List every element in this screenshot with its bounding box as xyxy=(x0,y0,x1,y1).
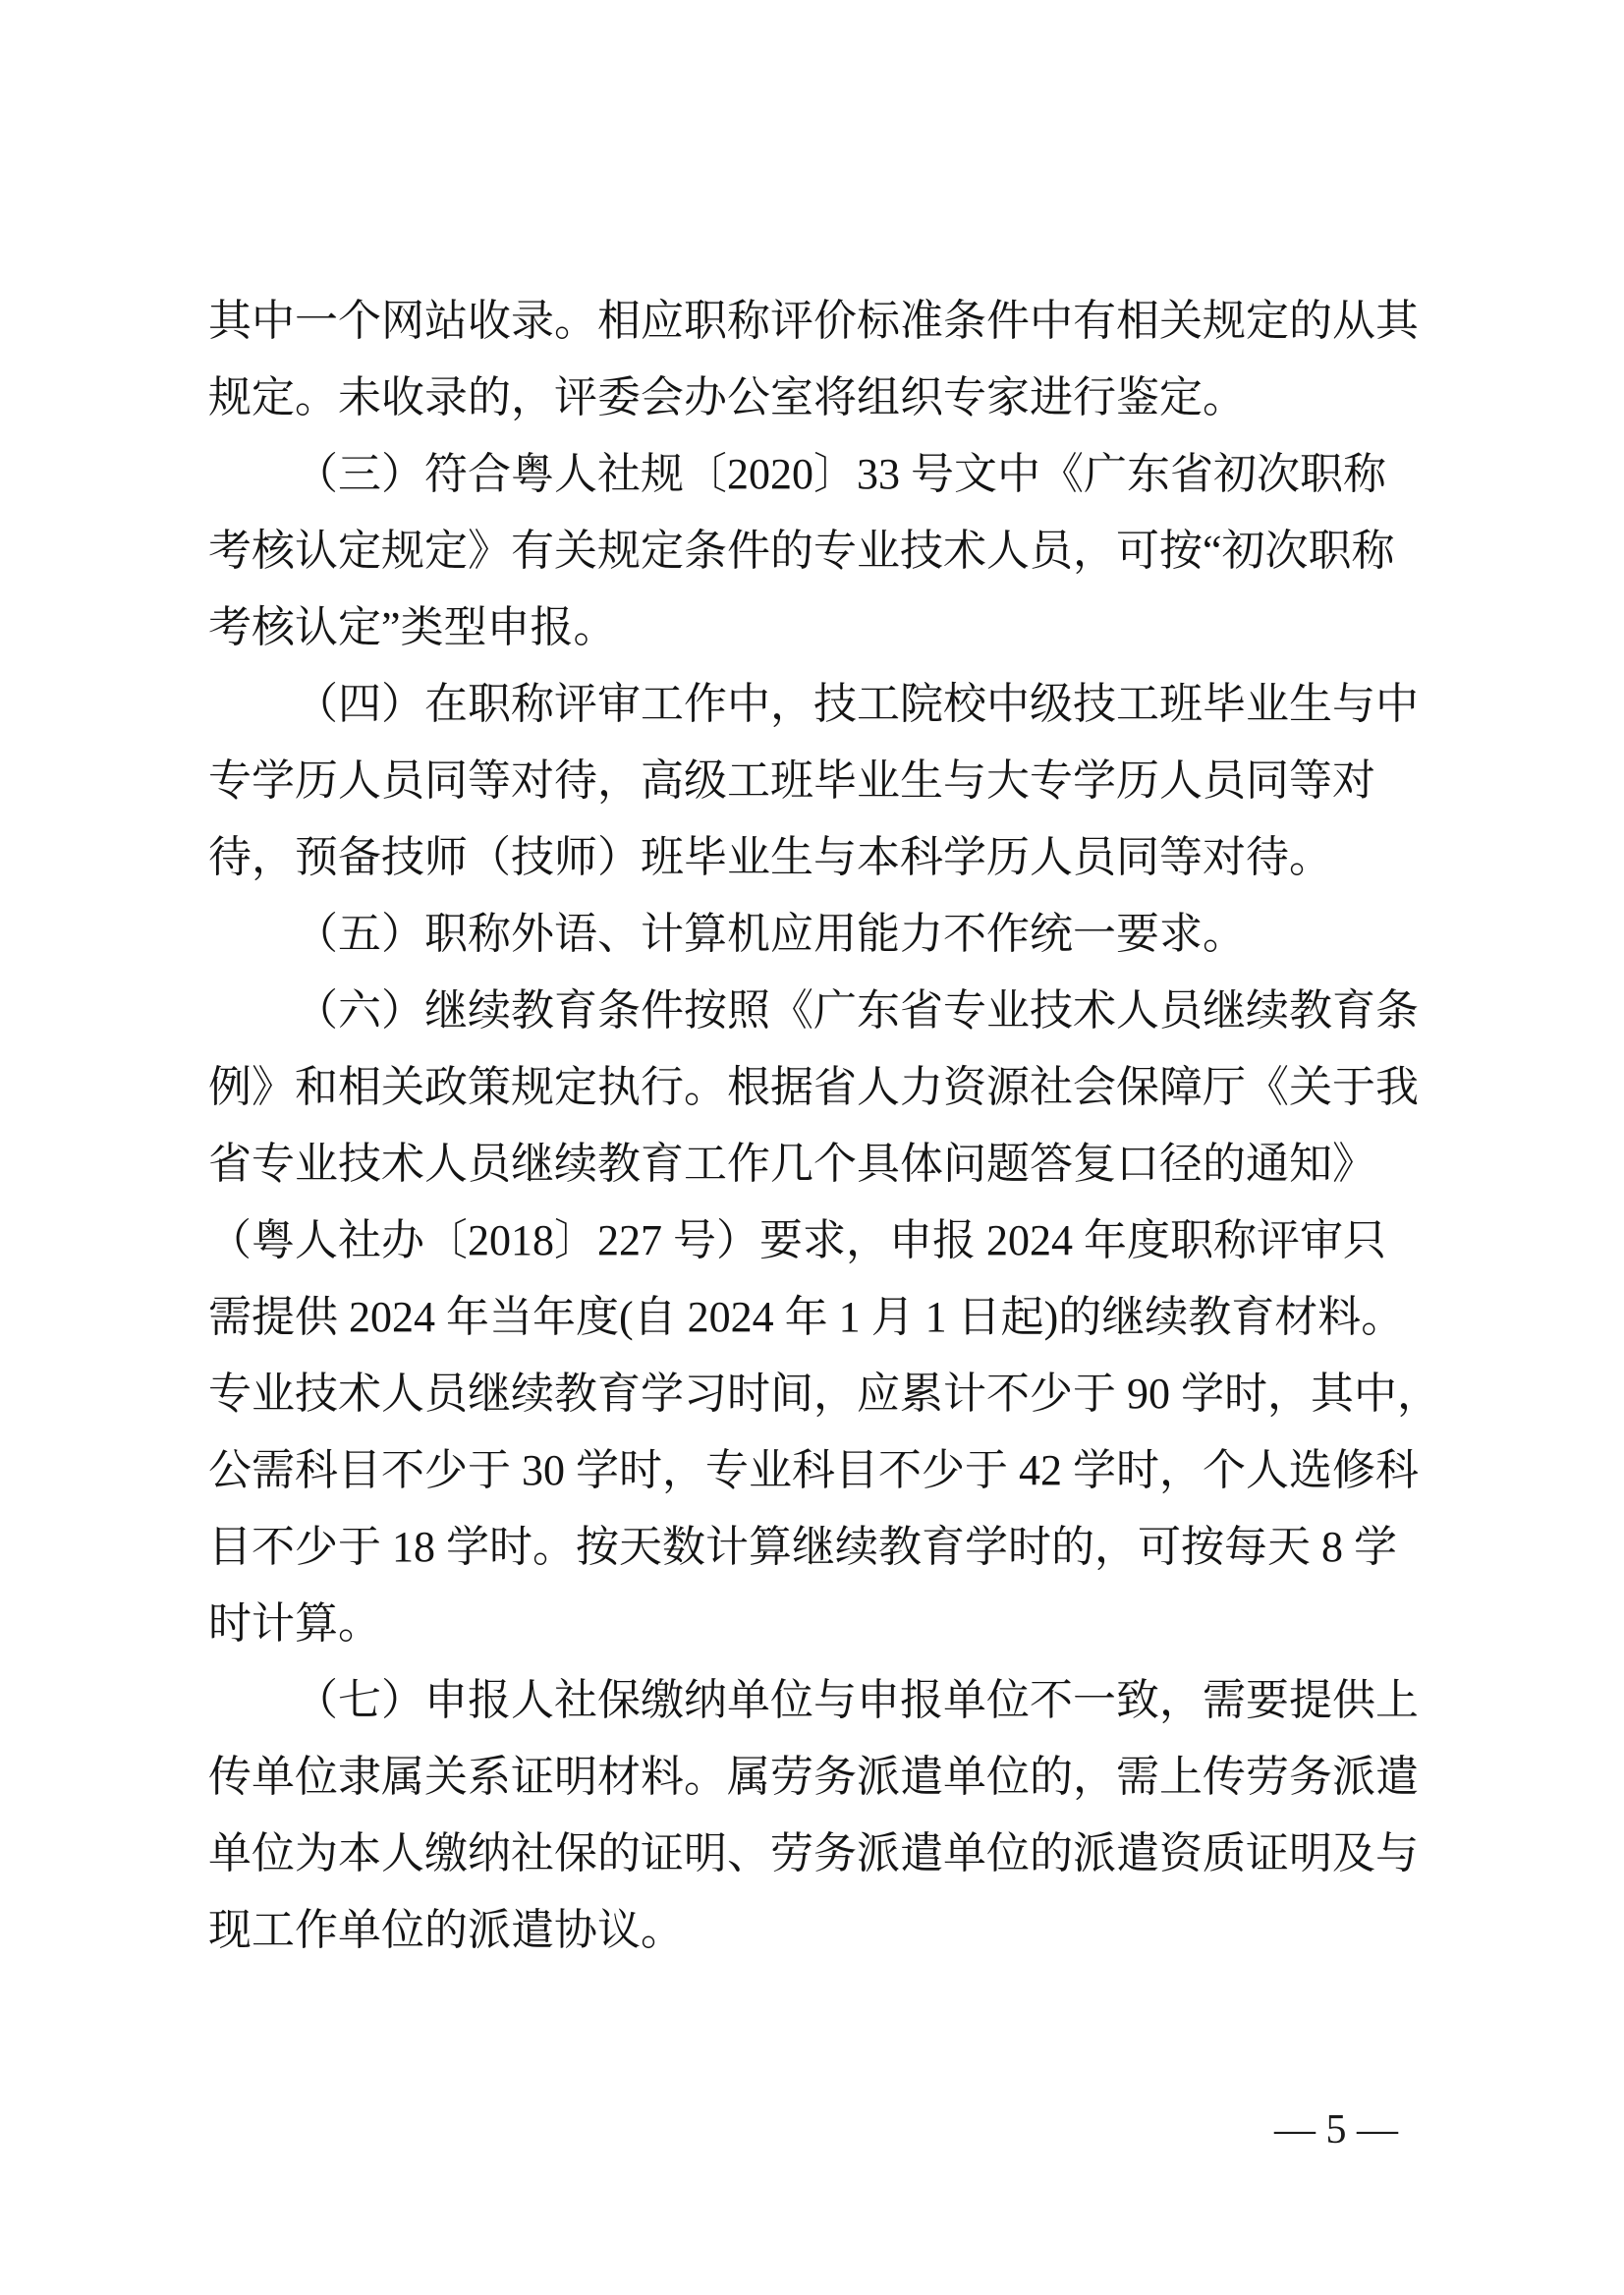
text-line: 其中一个网站收录。相应职称评价标准条件中有相关规定的从其 xyxy=(208,297,1419,345)
text-line: 例》和相关政策规定执行。根据省人力资源社会保障厅《关于我 xyxy=(208,1063,1419,1111)
text-line: （粤人社办〔2018〕227 号）要求，申报 2024 年度职称评审只 xyxy=(208,1216,1386,1264)
text-line: 单位为本人缴纳社保的证明、劳务派遣单位的派遣资质证明及与 xyxy=(208,1829,1419,1877)
text-line: 考核认定规定》有关规定条件的专业技术人员，可按“初次职称 xyxy=(208,527,1395,575)
text-line: 考核认定”类型申报。 xyxy=(208,603,617,651)
document-body xyxy=(208,283,1440,1969)
text-line: 需提供 2024 年当年度(自 2024 年 1 月 1 日起)的继续教育材料。 xyxy=(208,1293,1405,1341)
text-line: 目不少于 18 学时。按天数计算继续教育学时的，可按每天 8 学 xyxy=(208,1523,1397,1571)
page-number: — 5 — xyxy=(1274,2107,1398,2153)
text-line: （六）继续教育条件按照《广东省专业技术人员继续教育条 xyxy=(295,986,1419,1035)
text-line: 公需科目不少于 30 学时，专业科目不少于 42 学时，个人选修科 xyxy=(208,1446,1419,1494)
text-line: 专学历人员同等对待，高级工班毕业生与大专学历人员同等对 xyxy=(208,756,1375,805)
text-line: 待，预备技师（技师）班毕业生与本科学历人员同等对待。 xyxy=(208,833,1332,881)
text-line: 时计算。 xyxy=(208,1599,381,1648)
text-line: 现工作单位的派遣协议。 xyxy=(208,1906,684,1954)
text-line: （三）符合粤人社规〔2020〕33 号文中《广东省初次职称 xyxy=(295,450,1386,498)
text-line: 规定。未收录的，评委会办公室将组织专家进行鉴定。 xyxy=(208,373,1246,421)
text-line: 传单位隶属关系证明材料。属劳务派遣单位的，需上传劳务派遣 xyxy=(208,1753,1419,1801)
text-line: （七）申报人社保缴纳单位与申报单位不一致，需要提供上 xyxy=(295,1676,1419,1724)
text-line: （四）在职称评审工作中，技工院校中级技工班毕业生与中 xyxy=(295,680,1419,728)
text-line: 省专业技术人员继续教育工作几个具体问题答复口径的通知》 xyxy=(208,1140,1375,1188)
text-line: （五）职称外语、计算机应用能力不作统一要求。 xyxy=(295,910,1246,958)
text-line: 专业技术人员继续教育学习时间，应累计不少于 90 学时，其中， xyxy=(208,1370,1440,1418)
